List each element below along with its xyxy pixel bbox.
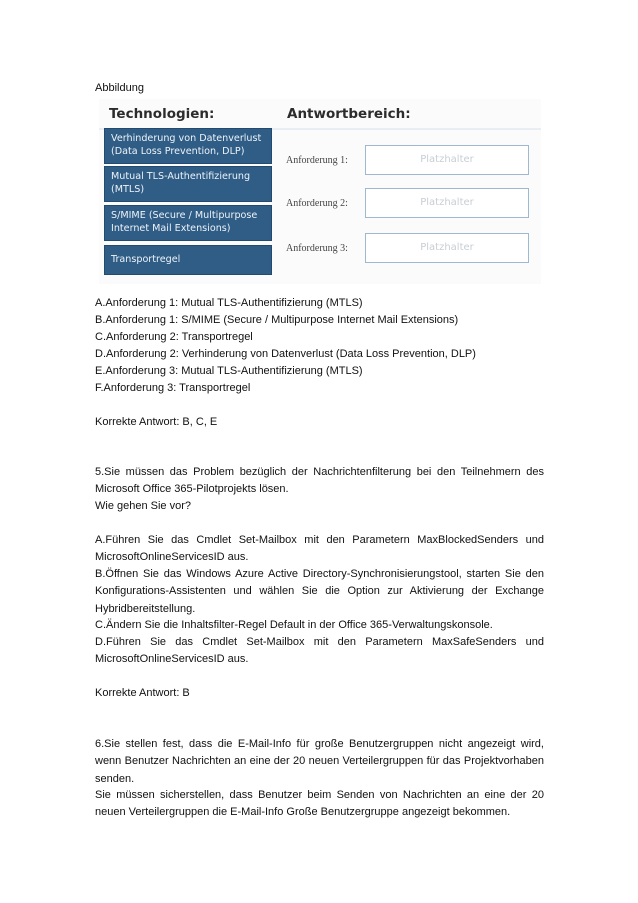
q5-option-d: D.Führen Sie das Cmdlet Set-Mailbox mit den Parametern MaxSafeSenders und MicrosoftOnlineServicesID aus.: [95, 636, 544, 666]
q5-correct-answer: Korrekte Antwort: B: [95, 687, 190, 699]
technology-tile-line: (Data Loss Prevention, DLP): [111, 146, 245, 157]
q4-correct-answer: Korrekte Antwort: B, C, E: [95, 416, 218, 428]
q4-option-d: D.Anforderung 2: Verhinderung von Datenverlust (Data Loss Prevention, DLP): [95, 348, 476, 360]
answer-slot-1: Platzhalter: [365, 145, 529, 175]
requirement-label-2: Anforderung 2:: [286, 198, 348, 209]
q4-option-b: B.Anforderung 1: S/MIME (Secure / Multipurpose Internet Mail Extensions): [95, 314, 459, 326]
technology-tile-smime: [104, 205, 272, 241]
q4-option-f: F.Anforderung 3: Transportregel: [95, 382, 251, 394]
q5-option-a: A.Führen Sie das Cmdlet Set-Mailbox mit den Parametern MaxBlockedSenders und MicrosoftOnlineServicesID aus.: [95, 534, 544, 564]
technology-tile-transport-rule: [104, 245, 272, 275]
requirement-label-3: Anforderung 3:: [286, 243, 348, 254]
technology-tile-line: Transportregel: [111, 254, 181, 265]
figure-drag-drop: [99, 99, 541, 284]
technology-tile-line: Mutual TLS-Authentifizierung: [111, 171, 251, 182]
answer-area-title: Antwortbereich:: [287, 106, 411, 122]
q4-option-e: E.Anforderung 3: Mutual TLS-Authentifizierung (MTLS): [95, 365, 363, 377]
q5-prompt: Wie gehen Sie vor?: [95, 500, 191, 512]
answer-slot-3: Platzhalter: [365, 233, 529, 263]
technologies-title: Technologien:: [109, 106, 215, 122]
technology-tile-line: (MTLS): [111, 184, 145, 195]
figure-caption: Abbildung: [95, 82, 144, 94]
technology-tile-line: Verhinderung von Datenverlust: [111, 133, 262, 144]
technology-tile-line: Internet Mail Extensions): [111, 223, 231, 234]
q5-option-c: C.Ändern Sie die Inhaltsfilter-Regel Default in der Office 365-Verwaltungskonsole.: [95, 619, 493, 631]
q6-requirement: Sie müssen sicherstellen, dass Benutzer beim Senden von Nachrichten an eine der 20 neuen Verteilergruppen die E-Mail-Info Große Benutzergruppe angezeigt bekommen.: [95, 789, 544, 819]
q4-option-a: A.Anforderung 1: Mutual TLS-Authentifizierung (MTLS): [95, 297, 363, 309]
q4-option-c: C.Anforderung 2: Transportregel: [95, 331, 253, 343]
technology-tile-dlp: [104, 128, 272, 164]
requirement-label-1: Anforderung 1:: [286, 155, 348, 166]
answer-slot-2: Platzhalter: [365, 188, 529, 218]
technology-tile-mtls: [104, 166, 272, 202]
technology-tile-line: S/MIME (Secure / Multipurpose: [111, 210, 258, 221]
q5-option-b: B.Öffnen Sie das Windows Azure Active Directory-Synchronisierungstool, starten Sie den Konfigurations-Assistenten und wählen Sie die Option zur Aktivierung der Exchange Hybridbereitstellung.: [95, 568, 544, 615]
q5-question: 5.Sie müssen das Problem bezüglich der Nachrichtenfilterung bei den Teilnehmern des Microsoft Office 365-Pilotprojekts lösen.: [95, 466, 544, 496]
q6-question: 6.Sie stellen fest, dass die E-Mail-Info für große Benutzergruppen nicht angezeigt wird, wenn Benutzer Nachrichten an eine der 20 neuen Verteilergruppen für das Projektvorhaben senden.: [95, 738, 544, 785]
